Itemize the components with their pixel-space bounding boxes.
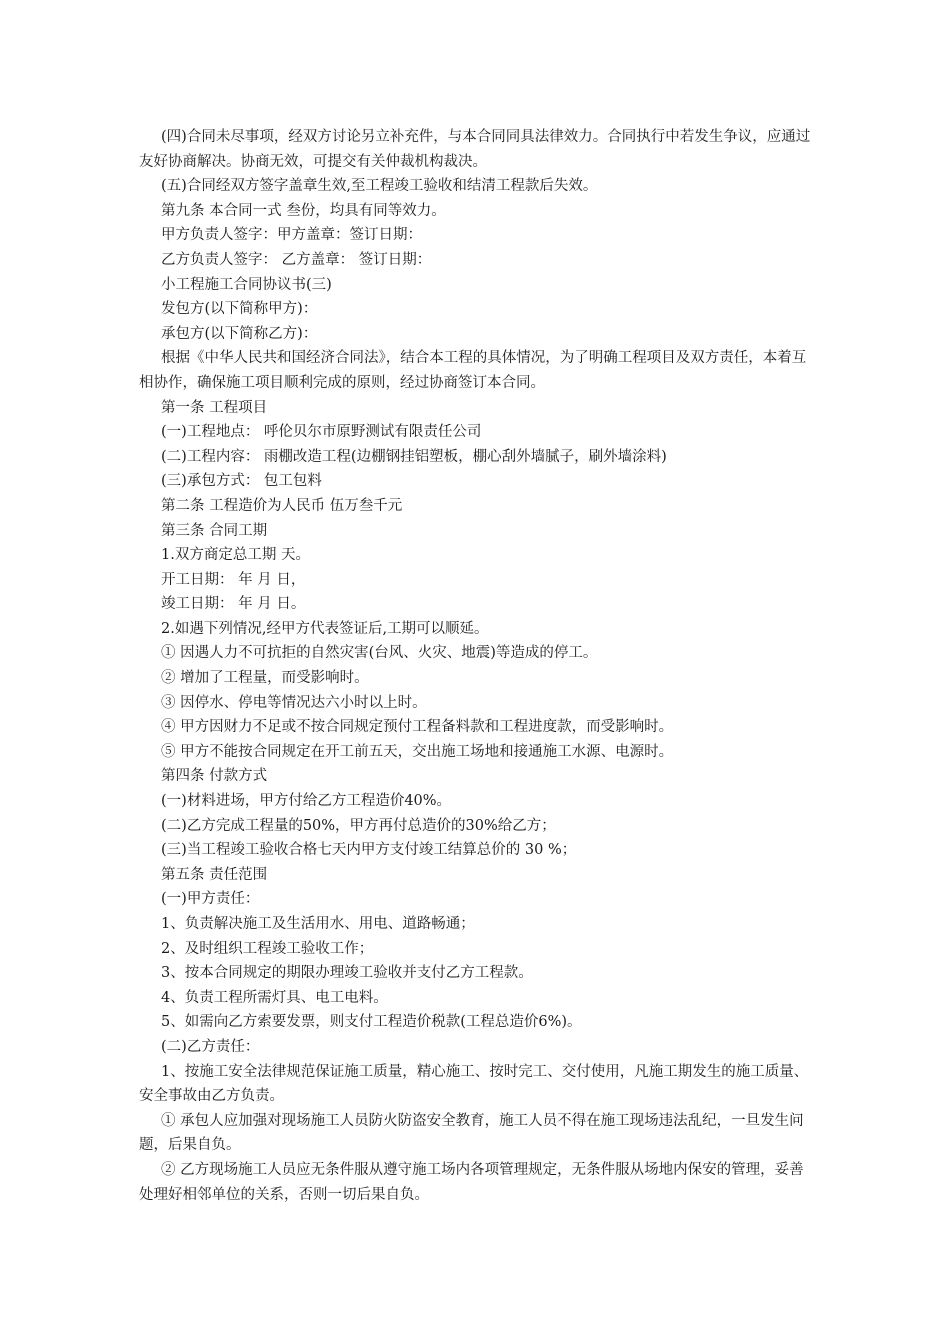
start-date: 开工日期： 年 月 日， — [161, 571, 306, 588]
extension-item-5: ⑤ 甲方不能按合同规定在开工前五天，交出施工场地和接通施工水源、电源时。 — [161, 743, 674, 760]
payment-item-2: (二)乙方完成工程量的50%，甲方再付总造价的30%给乙方； — [161, 817, 556, 834]
agreement-title: 小工程施工合同协议书(三) — [161, 276, 332, 293]
paragraph-clause-5: (五)合同经双方签字盖章生效,至工程竣工验收和结清工程款后失效。 — [161, 178, 598, 195]
payment-item-3: (三)当工程竣工验收合格七天内甲方支付竣工结算总价的 30 %； — [161, 842, 577, 859]
party-b-duty-1-a: ① 承包人应加强对现场施工人员防火防盗安全教育，施工人员不得在施工现场违法乱纪，一旦发生问题，后果自负。 — [139, 1112, 804, 1154]
party-b-duty-1-b: ② 乙方现场施工人员应无条件服从遵守施工场内各项管理规定，无条件服从场地内保安的管理，妥善处理好相邻单位的关系，否则一切后果自负。 — [139, 1161, 804, 1203]
party-a-duty-4: 4、负责工程所需灯具、电工电料。 — [161, 989, 388, 1006]
party-a-duty-5: 5、如需向乙方索要发票，则支付工程造价税款(工程总造价6%)。 — [161, 1014, 582, 1031]
extension-item-1: ① 因遇人力不可抗拒的自然灾害(台风、火灾、地震)等造成的停工。 — [161, 645, 598, 662]
project-location: (一)工程地点： 呼伦贝尔市原野测试有限责任公司 — [161, 424, 482, 441]
party-a-duty-3: 3、按本合同规定的期限办理竣工验收并支付乙方工程款。 — [161, 965, 533, 982]
extension-item-3: ③ 因停水、停电等情况达六小时以上时。 — [161, 694, 427, 711]
project-content: (二)工程内容： 雨棚改造工程(边棚钢挂铝塑板，棚心刮外墙腻子，刷外墙涂料) — [161, 448, 667, 465]
extension-item-2: ② 增加了工程量，而受影响时。 — [161, 670, 369, 687]
total-duration: 1.双方商定总工期 天。 — [161, 547, 310, 564]
party-b-duty-1: 1、按施工安全法律规范保证施工质量，精心施工、按时完工、交付使用，凡施工期发生的施工质量、安全事故由乙方负责。 — [139, 1063, 809, 1105]
party-b-duties-heading: (二)乙方责任： — [161, 1038, 260, 1055]
contract-method: (三)承包方式： 包工包料 — [161, 473, 322, 490]
contractor-line: 承包方(以下简称乙方)： — [161, 325, 318, 342]
party-a-duties-heading: (一)甲方责任： — [161, 891, 260, 908]
article-3-heading: 第三条 合同工期 — [161, 522, 268, 539]
party-a-signature-line: 甲方负责人签字：甲方盖章：签订日期： — [161, 227, 422, 244]
preamble-paragraph: 根据《中华人民共和国经济合同法》，结合本工程的具体情况，为了明确工程项目及双方责任，本着互相协作，确保施工项目顺利完成的原则，经过协商签订本合同。 — [139, 350, 807, 391]
payment-item-1: (一)材料进场，甲方付给乙方工程造价40%。 — [161, 793, 452, 810]
paragraph-article-9: 第九条 本合同一式 叁份，均具有同等效力。 — [161, 202, 446, 219]
article-4-heading: 第四条 付款方式 — [161, 768, 268, 785]
completion-date: 竣工日期： 年 月 日。 — [161, 596, 306, 613]
extension-item-4: ④ 甲方因财力不足或不按合同规定预付工程备料款和工程进度款，而受影响时。 — [161, 719, 674, 736]
extension-conditions: 2.如遇下列情况,经甲方代表签证后,工期可以顺延。 — [161, 620, 489, 637]
article-1-heading: 第一条 工程项目 — [161, 399, 268, 416]
party-b-signature-line: 乙方负责人签字： 乙方盖章： 签订日期： — [161, 251, 432, 268]
party-a-duty-1: 1、负责解决施工及生活用水、用电、道路畅通； — [161, 916, 475, 932]
document-body — [139, 125, 814, 1207]
party-a-duty-2: 2、及时组织工程竣工验收工作； — [161, 940, 374, 957]
employer-line: 发包方(以下简称甲方)： — [161, 301, 318, 318]
article-5-heading: 第五条 责任范围 — [161, 866, 268, 883]
paragraph-clause-4: (四)合同未尽事项，经双方讨论另立补充件，与本合同同具法律效力。合同执行中若发生争议，应通过友好协商解决。协商无效，可提交有关仲裁机构裁决。 — [139, 129, 811, 170]
article-2-price: 第二条 工程造价为人民币 伍万叁千元 — [161, 497, 403, 514]
